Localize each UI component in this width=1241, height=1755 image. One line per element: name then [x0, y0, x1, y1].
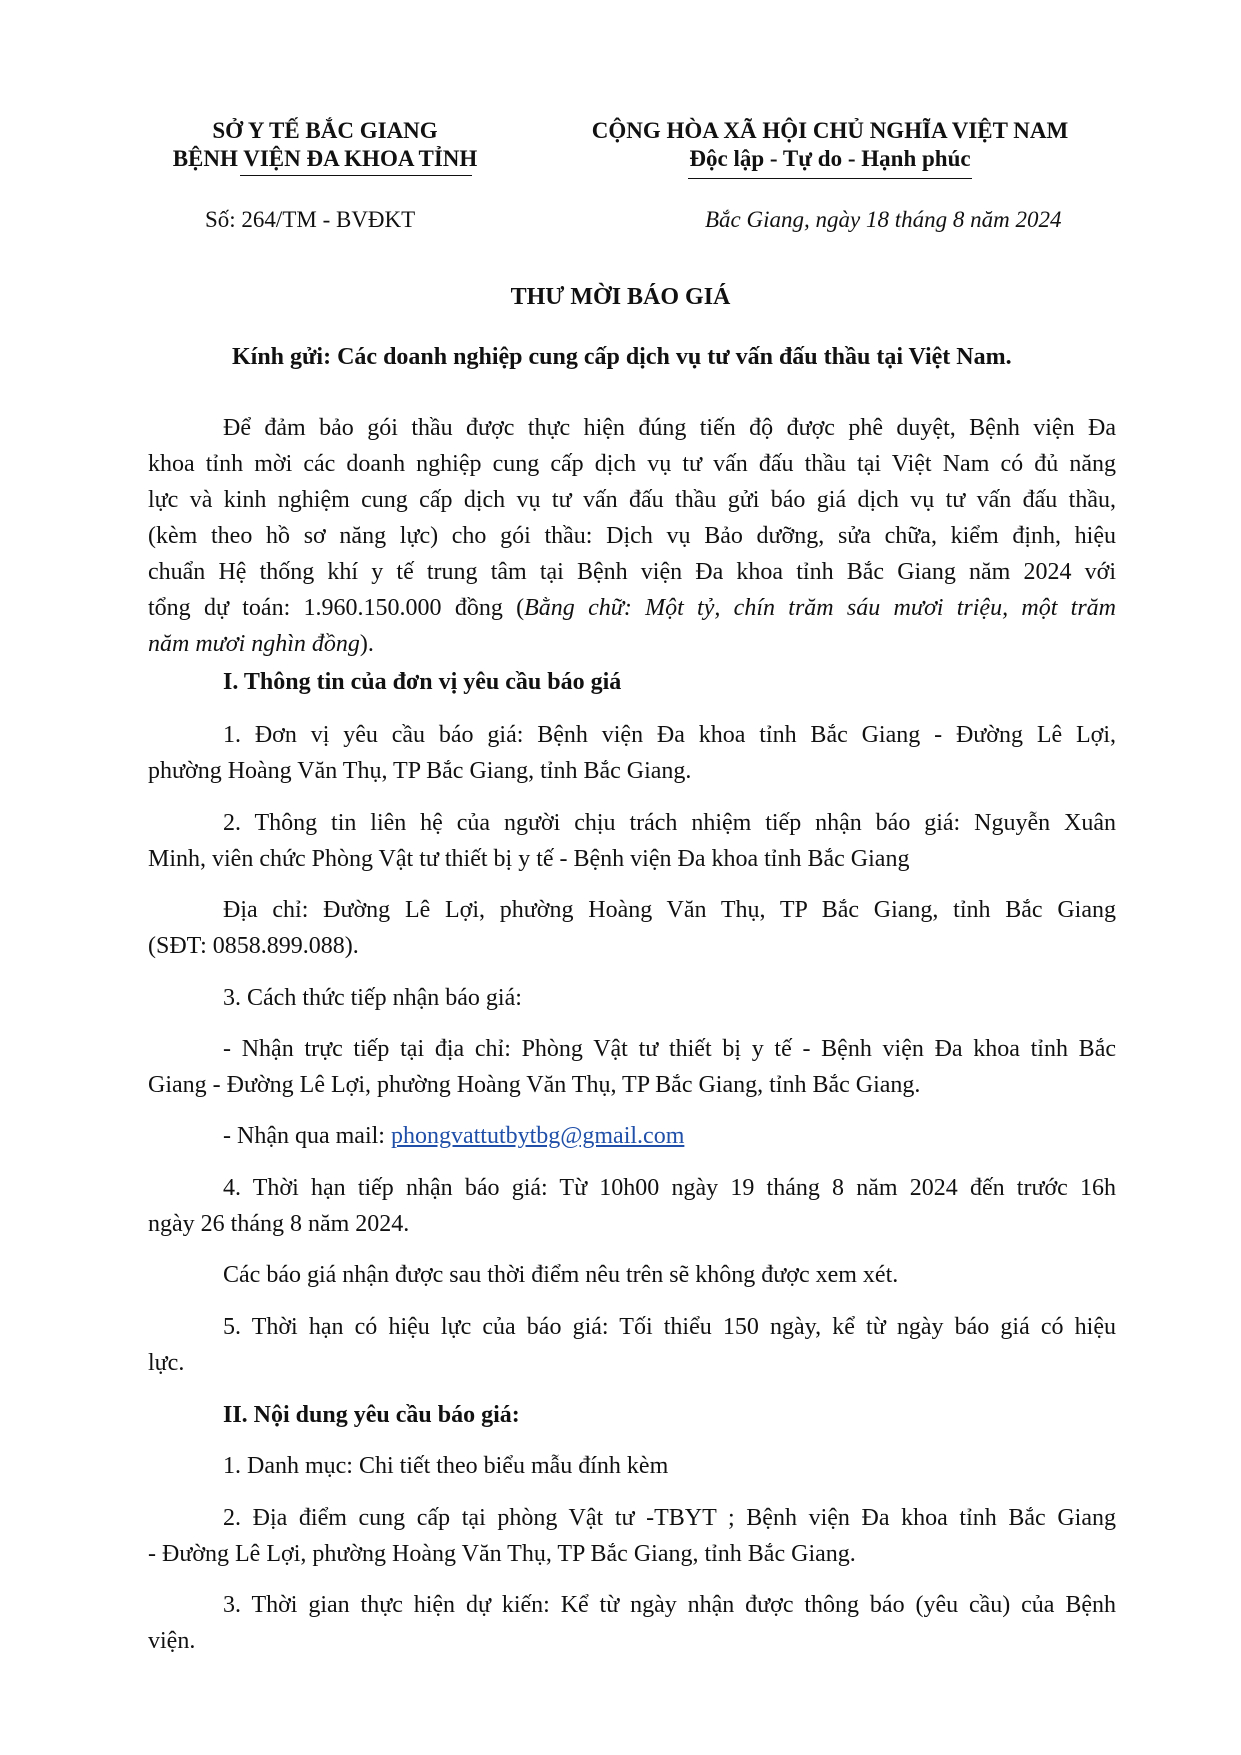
s1-item5-line-1: 5. Thời hạn có hiệu lực của báo giá: Tối thiểu 150 ngày, kể từ ngày báo giá có hiệu: [223, 1314, 1116, 1340]
s1-item1-line-2: phường Hoàng Văn Thụ, TP Bắc Giang, tỉnh Bắc Giang.: [148, 758, 692, 784]
hospital-name: BỆNH VIỆN ĐA KHOA TỈNH: [172, 146, 478, 171]
s1-item4-line-1: 4. Thời hạn tiếp nhận báo giá: Từ 10h00 ngày 19 tháng 8 năm 2024 đến trước 16h: [223, 1175, 1116, 1201]
s1-address-line-1: Địa chỉ: Đường Lê Lợi, phường Hoàng Văn Thụ, TP Bắc Giang, tỉnh Bắc Giang: [223, 897, 1116, 923]
s2-item3-line-1: 3. Thời gian thực hiện dự kiến: Kể từ ngày nhận được thông báo (yêu cầu) của Bệnh: [223, 1592, 1116, 1618]
s1-direct-line-1: - Nhận trực tiếp tại địa chỉ: Phòng Vật tư thiết bị y tế - Bệnh viện Đa khoa tỉnh Bắc: [223, 1036, 1116, 1062]
intro-line-3: lực và kinh nghiệm cung cấp dịch vụ tư vấn đấu thầu gửi báo giá dịch vụ tư vấn đấu thầu,: [148, 487, 1116, 513]
mail-label: - Nhận qua mail:: [223, 1123, 391, 1149]
right-header-rule: [688, 178, 972, 179]
s1-address-line-2: (SĐT: 0858.899.088).: [148, 933, 359, 959]
intro-amount-in-words: Bằng chữ: Một tỷ, chín trăm sáu mươi triệu, một trăm: [524, 595, 1116, 621]
s1-item5-line-2: lực.: [148, 1350, 185, 1376]
s1-item2-line-2: Minh, viên chức Phòng Vật tư thiết bị y tế - Bệnh viện Đa khoa tỉnh Bắc Giang: [148, 846, 910, 872]
intro-line-7: [148, 631, 374, 658]
section-2-heading: II. Nội dung yêu cầu báo giá:: [223, 1402, 520, 1428]
intro-estimate-text: tổng dự toán: 1.960.150.000 đồng (: [148, 595, 525, 621]
intro-line-5: chuẩn Hệ thống khí y tế trung tâm tại Bệnh viện Đa khoa tỉnh Bắc Giang năm 2024 với: [148, 559, 1116, 585]
s1-item3: 3. Cách thức tiếp nhận báo giá:: [223, 985, 522, 1011]
intro-line-4: (kèm theo hồ sơ năng lực) cho gói thầu: Dịch vụ Bảo dưỡng, sửa chữa, kiểm định, hiệu: [148, 523, 1116, 549]
recipient-line: Kính gửi: Các doanh nghiệp cung cấp dịch vụ tư vấn đấu thầu tại Việt Nam.: [232, 344, 1012, 370]
s1-item4-line-2: ngày 26 tháng 8 năm 2024.: [148, 1211, 410, 1237]
section-1-heading: I. Thông tin của đơn vị yêu cầu báo giá: [223, 669, 622, 695]
agency-name: SỞ Y TẾ BẮC GIANG: [212, 118, 438, 143]
national-title: CỘNG HÒA XÃ HỘI CHỦ NGHĨA VIỆT NAM: [591, 118, 1069, 143]
email-link[interactable]: phongvattutbytbg@gmail.com: [390, 1123, 685, 1149]
document-title: THƯ MỜI BÁO GIÁ: [510, 284, 731, 310]
left-header-rule: [240, 175, 472, 176]
s2-item2-line-1: 2. Địa điểm cung cấp tại phòng Vật tư -TBYT ; Bệnh viện Đa khoa tỉnh Bắc Giang: [223, 1505, 1116, 1531]
s2-item2-line-2: - Đường Lê Lợi, phường Hoàng Văn Thụ, TP Bắc Giang, tỉnh Bắc Giang.: [148, 1541, 856, 1567]
s1-direct-line-2: Giang - Đường Lê Lợi, phường Hoàng Văn Thụ, TP Bắc Giang, tỉnh Bắc Giang.: [148, 1072, 921, 1098]
intro-amount-in-words-end: năm mươi nghìn đồng: [148, 631, 360, 657]
intro-line-1: Để đảm bảo gói thầu được thực hiện đúng tiến độ được phê duyệt, Bệnh viện Đa: [223, 415, 1116, 441]
national-motto: Độc lập - Tự do - Hạnh phúc: [689, 146, 971, 171]
place-date: Bắc Giang, ngày 18 tháng 8 năm 2024: [705, 207, 1062, 232]
s1-late-note: Các báo giá nhận được sau thời điểm nêu trên sẽ không được xem xét.: [223, 1262, 899, 1288]
s1-item2-line-1: 2. Thông tin liên hệ của người chịu trách nhiệm tiếp nhận báo giá: Nguyễn Xuân: [223, 810, 1116, 836]
s2-item1: 1. Danh mục: Chi tiết theo biểu mẫu đính kèm: [223, 1453, 669, 1479]
intro-line-6: [148, 595, 1116, 622]
intro-closing: ).: [359, 631, 374, 657]
s1-item1-line-1: 1. Đơn vị yêu cầu báo giá: Bệnh viện Đa khoa tỉnh Bắc Giang - Đường Lê Lợi,: [223, 722, 1116, 748]
intro-line-2: khoa tỉnh mời các doanh nghiệp cung cấp dịch vụ tư vấn đấu thầu tại Việt Nam có đủ năng: [148, 451, 1116, 477]
document-number: Số: 264/TM - BVĐKT: [205, 207, 416, 232]
s1-mail-line: [223, 1123, 684, 1150]
s2-item3-line-2: viện.: [148, 1628, 196, 1654]
